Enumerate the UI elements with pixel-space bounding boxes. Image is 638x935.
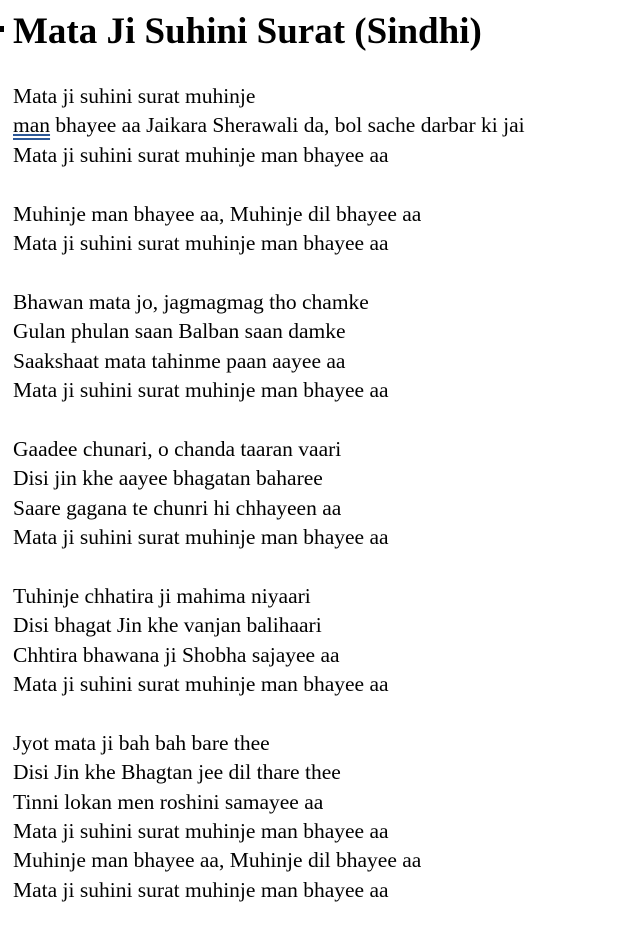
lyric-line: Saare gagana te chunri hi chhayeen aa bbox=[13, 495, 342, 520]
lyrics-body bbox=[13, 82, 638, 935]
lyric-line: Mata ji suhini surat muhinje man bhayee aa bbox=[13, 672, 389, 697]
lyric-line: Gulan phulan saan Balban saan damke bbox=[13, 319, 346, 344]
lyric-line: Mata ji suhini surat muhinje man bhayee aa bbox=[13, 142, 389, 167]
lyric-line: Mata ji suhini surat muhinje man bhayee aa bbox=[13, 231, 389, 256]
lyric-line: Chhtira bhawana ji Shobha sajayee aa bbox=[13, 642, 340, 667]
lyric-line: Tinni lokan men roshini samayee aa bbox=[13, 789, 324, 814]
lyric-line: Disi jin khe aayee bhagatan baharee bbox=[13, 466, 323, 491]
page-title: Mata Ji Suhini Surat (Sindhi) bbox=[13, 11, 482, 52]
stanza-2 bbox=[13, 200, 638, 259]
lyric-line bbox=[13, 111, 638, 140]
lyric-line: Muhinje man bhayee aa, Muhinje dil bhayee aa bbox=[13, 848, 422, 873]
margin-marker bbox=[0, 26, 4, 32]
lyric-line: Muhinje man bhayee aa, Muhinje dil bhayee aa bbox=[13, 201, 422, 226]
lyric-line: Bhawan mata jo, jagmagmag tho chamke bbox=[13, 289, 369, 314]
lyric-line: Mata ji suhini surat muhinje bbox=[13, 84, 256, 108]
spellcheck-underlined-word: man bbox=[13, 113, 51, 138]
stanza-4 bbox=[13, 435, 638, 553]
stanza-5 bbox=[13, 582, 638, 700]
lyric-line: Tuhinje chhatira ji mahima niyaari bbox=[13, 583, 311, 608]
stanza-6 bbox=[13, 729, 638, 905]
lyric-line: Disi Jin khe Bhagtan jee dil thare thee bbox=[13, 760, 341, 785]
stanza-1 bbox=[13, 82, 638, 170]
lyric-line: Disi bhagat Jin khe vanjan balihaari bbox=[13, 613, 322, 638]
lyric-line: Mata ji suhini surat muhinje man bhayee aa bbox=[13, 819, 389, 844]
stanza-3 bbox=[13, 288, 638, 406]
lyric-line: Jyot mata ji bah bah bare thee bbox=[13, 730, 270, 755]
lyric-line: Gaadee chunari, o chanda taaran vaari bbox=[13, 436, 342, 461]
lyric-line: Mata ji suhini surat muhinje man bhayee aa bbox=[13, 378, 389, 403]
lyric-line-rest: bhayee aa Jaikara Sherawali da, bol sache darbar ki jai bbox=[50, 113, 525, 138]
lyric-line: Saakshaat mata tahinme paan aayee aa bbox=[13, 348, 346, 373]
lyric-line: Mata ji suhini surat muhinje man bhayee aa bbox=[13, 525, 389, 550]
lyric-line: Mata ji suhini surat muhinje man bhayee aa bbox=[13, 877, 389, 902]
